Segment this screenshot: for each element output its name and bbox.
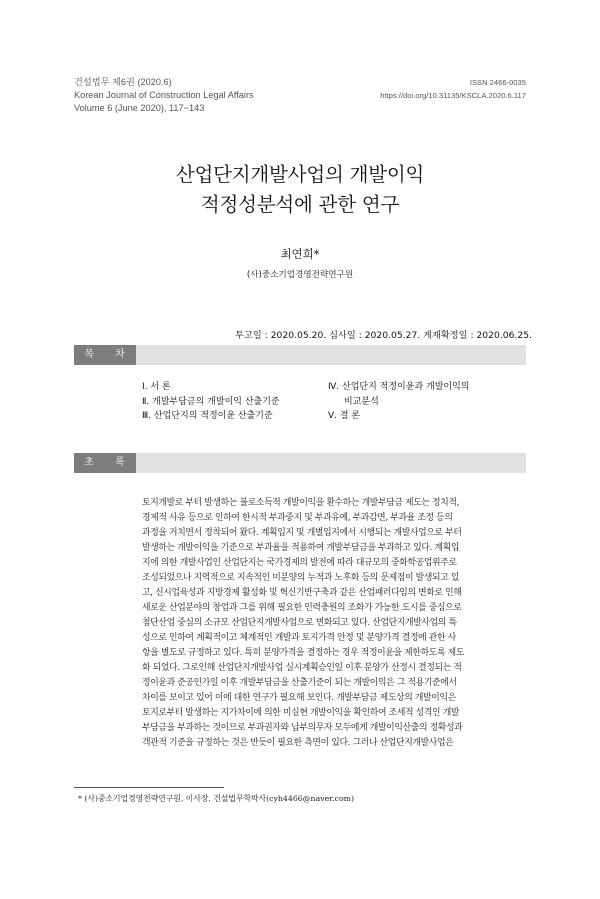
toc-item[interactable]: Ⅴ. 결 론 <box>328 411 361 421</box>
abstract-line: 과정을 거치면서 정착되어 왔다. 계획입지 및 개별입지에서 시행되는 개발사업으로 부터 <box>142 528 462 538</box>
journal-header-line2: Korean Journal of Construction Legal Affairs <box>74 90 254 100</box>
abstract-section-bar <box>74 453 526 473</box>
abstract-label: 초 록 <box>74 453 136 473</box>
issn: ISSN 2466-0035 <box>469 78 526 87</box>
paper-title <box>0 160 600 220</box>
abstract-line: 지에 의한 개발사업인 산업단지는 국가경제의 발전에 따라 대규모의 중화학공업위주로 <box>142 558 457 568</box>
abstract-line: 정이윤과 준공인가일 이후 개발부담금을 산출기준이 되는 개발이익은 그 적용기준에서 <box>142 678 457 688</box>
toc-item[interactable]: Ⅳ. 산업단지 적정이윤과 개발이익의 <box>328 382 470 392</box>
toc-section-bar <box>74 345 526 365</box>
abstract-body <box>142 496 527 751</box>
author-footnote: * (사)중소기업경영전략연구원, 이사장, 건설법무학박사(cyh4466@naver.com) <box>78 794 355 803</box>
abstract-line: 부담금을 부과하는 것이므로 부과권자와 납부의무자 모두에게 개발이익산출의 정확성과 <box>142 723 463 733</box>
paper-title-line2: 적정성분석에 관한 연구 <box>200 193 400 216</box>
toc-item[interactable]: Ⅲ. 산업단지의 적정이윤 산출기준 <box>142 411 273 421</box>
toc-bar-fill <box>136 345 526 365</box>
journal-header <box>74 76 254 115</box>
abstract-line: 고, 신시업육성과 지방경제 활성화 및 혁신기반구축과 같은 산업패러다임의 변화로 인해 <box>142 588 462 598</box>
identifier-header <box>380 76 526 102</box>
toc-item[interactable]: Ⅰ. 서 론 <box>142 382 171 392</box>
abstract-line: 토지로부터 발생하는 지가차이에 의한 미실현 개발이익을 확인하여 조세적 성격인 개발 <box>142 708 460 718</box>
abstract-bar-fill <box>136 453 526 473</box>
toc-item-continuation[interactable]: 비교분석 <box>344 396 379 407</box>
author-affiliation: (사)중소기업경영전략연구원 <box>246 270 354 280</box>
abstract-line: 새로운 산업분야의 창업과 그를 위해 필요한 인력충원의 조화가 가능한 도시를 중심으로 <box>142 603 462 613</box>
journal-header-line3: Volume 6 (June 2020), 117~143 <box>74 103 205 113</box>
abstract-line: 성으로 인하여 계획적이고 체계적인 개발과 토지가격 안정 및 분양가격 결정에 관한 사 <box>142 633 456 643</box>
abstract-line: 발생하는 개발이익을 기준으로 부과율을 적용하여 개발부담금을 부과하고 있다. 계획입 <box>142 543 460 553</box>
toc-right-column <box>328 380 518 424</box>
abstract-line: 항을 별도로 규정하고 있다. 특히 분양가격을 결정하는 경우 적정이윤을 제한하도록 제도 <box>142 648 465 658</box>
abstract-line: 첨단산업 중심의 소규모 산업단지개발사업으로 변화되고 있다. 산업단지개발사업의 특 <box>142 618 457 628</box>
abstract-line: 경제적 사유 등으로 인하여 한시적 부과중지 및 부과유예, 부과감면, 부과율 조정 등의 <box>142 513 453 523</box>
toc-label: 목 차 <box>74 345 136 365</box>
doi[interactable]: https://doi.org/10.31135/KSCLA.2020.6.117 <box>380 91 526 100</box>
author-name: 최연희* <box>280 247 320 261</box>
journal-header-line1: 건설법무 제6권 (2020.6) <box>74 77 172 87</box>
submission-dates: 투고일 : 2020.05.20. 심사일 : 2020.05.27. 게재확정일 : 2020.06.25. <box>235 330 532 341</box>
abstract-line: 차이를 보이고 있어 이에 대한 연구가 필요해 보인다. 개발부담금 제도상의 개발이익은 <box>142 693 456 703</box>
toc-item[interactable]: Ⅱ. 개발부담금의 개발이익 산출기준 <box>142 396 280 407</box>
abstract-line: 화 되었다. 그로인해 산업단지개발사업 실시계획승인일 이후 분양가 산정시 결정되는 적 <box>142 663 462 673</box>
abstract-line: 객관적 기준을 규정하는 것은 반듯이 필요한 측면이 있다. 그러나 산업단지개발사업은 <box>142 738 454 748</box>
abstract-line: 조성되었으나 지역적으로 지속적인 미분양의 누적과 노후화 등의 문제점이 발생되고 있 <box>142 573 460 583</box>
paper-title-line1: 산업단지개발사업의 개발이익 <box>175 163 425 186</box>
toc-left-column <box>142 380 332 424</box>
footnote-rule <box>74 787 224 788</box>
abstract-line: 토지개발로 부터 발생하는 불로소득적 개발이익을 환수하는 개발부담금 제도는 정치적, <box>142 498 460 508</box>
